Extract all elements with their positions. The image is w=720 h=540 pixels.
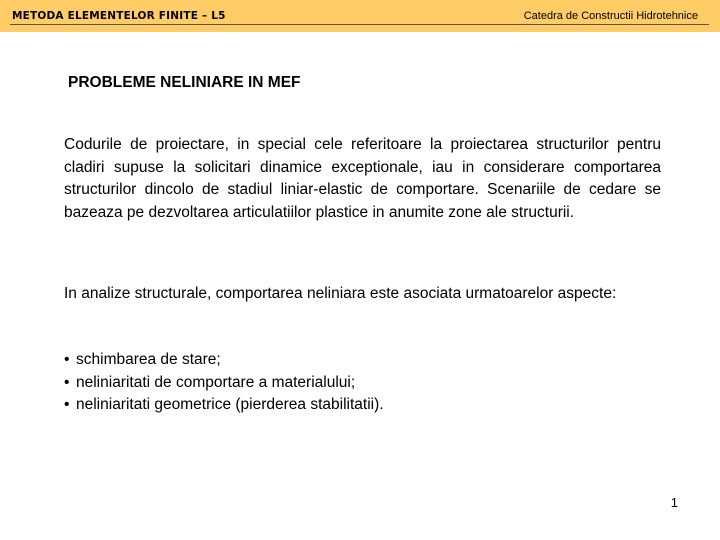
header-band <box>0 0 720 32</box>
bullet-icon: • <box>64 373 70 391</box>
paragraph-design-codes: Codurile de proiectare, in special cele referitoare la proiectarea structurilor pentru cladiri supuse la solicitari dinamice exceptionale, iau in considerare comportarea structurilor dincolo de stadiul liniar-elastic de comportare. Scenariile de cedare se bazeaza pe dezvoltarea articulatiilor plastice in anumite zone ale structurii. <box>64 136 661 221</box>
department-name: Catedra de Constructii Hidrotehnice <box>523 10 698 22</box>
bullet-icon: • <box>64 396 70 413</box>
list-item-text: neliniaritati geometrice (pierderea stabilitatii). <box>76 396 384 413</box>
slide-title: PROBLEME NELINIARE IN MEF <box>68 74 301 91</box>
header-divider <box>10 24 709 25</box>
list-item <box>64 394 661 417</box>
list-item <box>64 372 661 395</box>
list-item-text: neliniaritati de comportare a materialului; <box>76 373 356 391</box>
list-item <box>64 349 661 372</box>
bullet-icon: • <box>64 351 70 368</box>
course-title: METODA ELEMENTELOR FINITE – L5 <box>12 10 226 22</box>
page-number: 1 <box>670 495 678 510</box>
paragraph-nonlinear-aspects: In analize structurale, comportarea neliniara este asociata urmatoarelor aspecte: <box>64 285 617 302</box>
aspects-list <box>64 349 661 417</box>
list-item-text: schimbarea de stare; <box>76 351 221 368</box>
